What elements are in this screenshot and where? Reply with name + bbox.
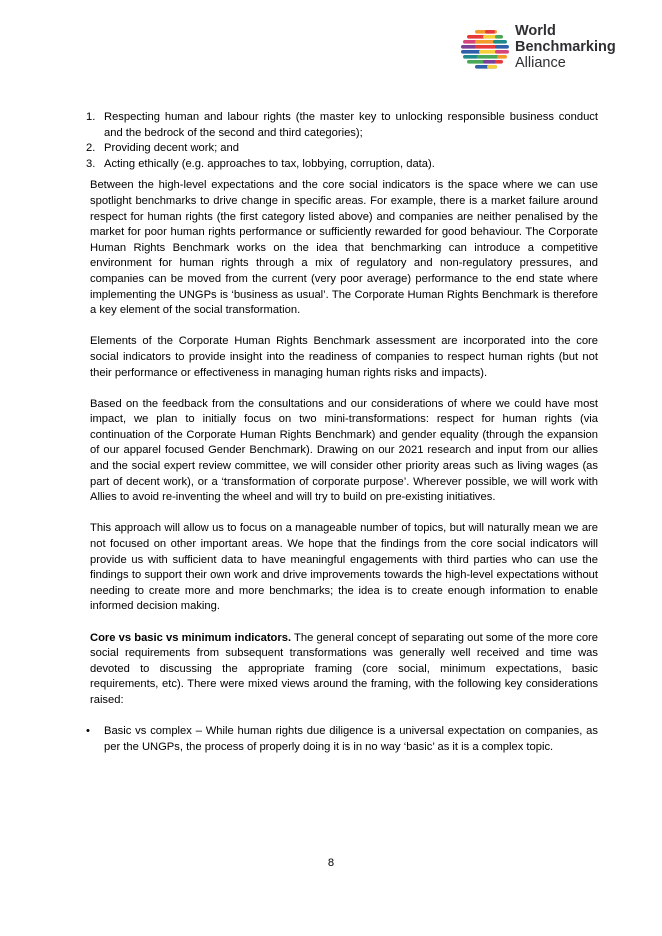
body-text xyxy=(86,110,599,755)
paragraph-approach: This approach will allow us to focus on a manageable number of topics, but will naturally mean we are not focused on other important areas. We hope that the findings from the core social indicators will provide us with sufficient data to have meaningful engagements with third parties who can use the findings to support their own work and drive improvements towards the high-level expectations without needing to create more and more benchmarks; the idea is to create enough information to enable informed decision making. xyxy=(90,522,598,613)
logo-stripe xyxy=(461,50,481,54)
list-number: 1. xyxy=(86,111,96,123)
logo-stripe xyxy=(475,40,495,44)
core-indicators-heading: Core vs basic vs minimum indicators. xyxy=(90,631,292,644)
logo-stripe xyxy=(463,55,479,59)
list-item xyxy=(86,110,598,141)
list-item xyxy=(86,141,598,157)
logo-line-world: World xyxy=(515,23,556,39)
logo-stripe xyxy=(477,55,499,59)
logo-stripe xyxy=(495,35,503,39)
logo-stripe xyxy=(497,55,507,59)
logo-stripe xyxy=(463,40,477,44)
logo-stripe xyxy=(493,40,507,44)
logo-stripe xyxy=(485,30,495,34)
paragraph-spotlight-benchmarks: Between the high-level expectations and the core social indicators is the space where we can use spotlight benchmarks to drive change in specific areas. For example, there is a market failure around respect for human rights (the first category listed above) and companies are neither penalised by the market for poor human rights performance or sufficiently rewarded for good behaviour. The Corporate Human Rights Benchmark works on the idea that benchmarking can introduce a competitive environment for human rights through a mix of regulatory and non-regulatory pressures, and companies can be moved from the current (very poor average) performance to the end state where implementing the UNGPs is ‘business as usual’. The Corporate Human Rights Benchmark is therefore a key element of the social transformation. xyxy=(90,179,598,317)
wba-logo-icon xyxy=(461,26,511,72)
paragraph-chrb-elements: Elements of the Corporate Human Rights Benchmark assessment are incorporated into the core social indicators to provide insight into the readiness of companies to respect human rights (but not their performance or effectiveness in managing human rights risks and impacts). xyxy=(90,335,598,379)
list-item xyxy=(86,157,598,173)
numbered-list xyxy=(86,110,598,172)
list-number: 3. xyxy=(86,157,96,170)
list-item xyxy=(86,724,598,755)
logo-stripe xyxy=(495,60,503,64)
logo-stripe xyxy=(467,60,485,64)
bullet-text: Basic vs complex – While human rights due diligence is a universal expectation on companies, as per the UNGPs, the process of properly doing it is in no way ‘basic’ as it is a complex topic. xyxy=(104,725,598,753)
list-number: 2. xyxy=(86,142,96,155)
logo-stripe xyxy=(483,35,497,39)
logo-stripe xyxy=(461,45,477,49)
logo-stripe xyxy=(487,65,497,69)
logo-line-alliance: Alliance xyxy=(515,55,566,71)
logo-stripe xyxy=(475,45,497,49)
paragraph-core-indicators xyxy=(90,631,598,709)
list-item-text: Providing decent work; and xyxy=(104,142,239,155)
logo-line-benchmarking: Benchmarking xyxy=(515,39,616,55)
logo-wordmark xyxy=(515,23,616,71)
logo-stripe xyxy=(479,50,497,54)
bullet-list xyxy=(86,724,598,755)
core-indicators-text: The general concept of separating out some of the more core social requirements from subsequent transformations was generally well received and time was devoted to discussing the appropriate framing (core social, minimum expectations, basic requirements, etc). There were mixed views around the framing, with the following key considerations raised: xyxy=(90,631,599,706)
page-number: 8 xyxy=(327,857,335,869)
bullet-icon: • xyxy=(86,725,90,738)
logo-stripe xyxy=(495,45,509,49)
logo-stripe xyxy=(483,60,497,64)
list-item-text: Respecting human and labour rights (the master key to unlocking responsible business conduct and the bedrock of the second and third categories); xyxy=(104,111,598,139)
list-item-text: Acting ethically (e.g. approaches to tax, lobbying, corruption, data). xyxy=(104,157,435,170)
paragraph-mini-transformations: Based on the feedback from the consultations and our considerations of where we could have most impact, we plan to initially focus on two mini-transformations: respect for human rights (via continuation of the Corporate Human Rights Benchmark) and gender equality (through the expansion of our apparel focused Gender Benchmark). Drawing on our 2021 research and input from our allies and the social expert review committee, we will consider other priority areas such as living wages (as part of decent work), or a ‘transformation of corporate purpose’. Wherever possible, we will work with Allies to avoid re-inventing the wheel and will try to build on pre-existing initiatives. xyxy=(90,397,598,504)
logo-stripe xyxy=(495,50,509,54)
logo-stripe xyxy=(467,35,485,39)
wba-logo xyxy=(461,23,651,75)
